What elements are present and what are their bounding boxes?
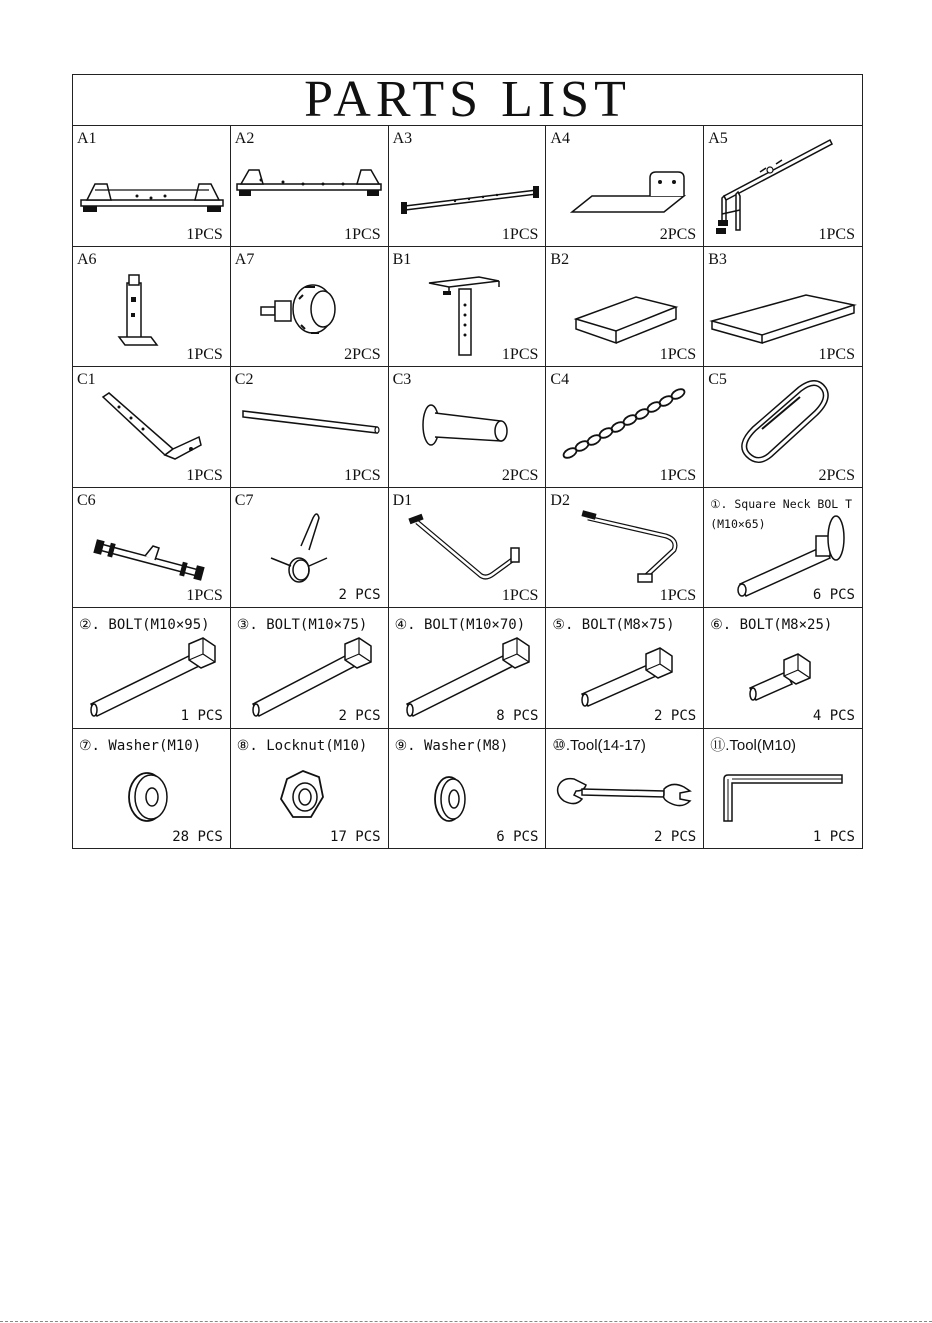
part-label: C7 bbox=[234, 491, 254, 509]
part-label: C5 bbox=[708, 371, 727, 388]
part-cell-bolt-4 bbox=[389, 608, 547, 729]
part-label: A4 bbox=[550, 130, 570, 147]
part-label: D1 bbox=[392, 491, 413, 509]
part-quantity: 2PCS bbox=[501, 466, 539, 484]
part-label: ⑥. BOLT(M8×25) bbox=[710, 617, 833, 633]
part-label: A6 bbox=[77, 250, 97, 268]
part-quantity: 1PCS bbox=[501, 346, 539, 363]
part-cell-a4 bbox=[546, 126, 704, 247]
part-label: B1 bbox=[392, 250, 412, 268]
part-cell-a3 bbox=[389, 126, 547, 247]
page-title: PARTS LIST bbox=[73, 75, 862, 126]
part-quantity: 2PCS bbox=[659, 225, 697, 243]
part-quantity: 1PCS bbox=[659, 587, 697, 604]
part-cell-a1 bbox=[73, 126, 231, 247]
part-label: A7 bbox=[234, 250, 255, 268]
part-quantity: 1 PCS bbox=[812, 829, 855, 845]
part-label: A2 bbox=[234, 130, 255, 147]
part-quantity: 1PCS bbox=[186, 346, 223, 363]
part-cell-bolt-2 bbox=[73, 608, 231, 729]
part-cell-bolt-6 bbox=[704, 608, 862, 729]
part-label: ⑦. Washer(M10) bbox=[79, 737, 202, 754]
part-quantity: 2 PCS bbox=[654, 829, 697, 845]
part-cell-a6 bbox=[73, 247, 231, 368]
part-quantity: 1PCS bbox=[186, 587, 223, 604]
part-cell-c3 bbox=[389, 367, 547, 488]
part-cell-washer-m10 bbox=[73, 729, 231, 850]
part-cell-locknut bbox=[231, 729, 389, 850]
part-label: C3 bbox=[392, 371, 412, 388]
part-label: B2 bbox=[550, 250, 570, 268]
part-cell-c5 bbox=[704, 367, 862, 488]
part-cell-bolt-3 bbox=[231, 608, 389, 729]
part-label: A3 bbox=[392, 130, 413, 147]
part-quantity: 6 PCS bbox=[812, 587, 855, 603]
part-cell-a7 bbox=[231, 247, 389, 368]
part-quantity: 1PCS bbox=[344, 225, 381, 243]
part-cell-d1 bbox=[389, 488, 547, 609]
part-cell-a2 bbox=[231, 126, 389, 247]
part-cell-wrench bbox=[546, 729, 704, 850]
part-quantity: 1PCS bbox=[501, 587, 539, 604]
part-quantity: 1PCS bbox=[659, 346, 697, 363]
part-cell-a5 bbox=[704, 126, 862, 247]
part-cell-c7 bbox=[231, 488, 389, 609]
part-quantity: 1PCS bbox=[501, 225, 539, 243]
part-cell-b3 bbox=[704, 247, 862, 368]
part-quantity: 28 PCS bbox=[172, 829, 223, 845]
part-label: C4 bbox=[550, 371, 570, 388]
part-label: ①. Square Neck BOL T (M10×65) bbox=[710, 496, 853, 531]
part-cell-c2 bbox=[231, 367, 389, 488]
part-cell-c6 bbox=[73, 488, 231, 609]
part-label: ②. BOLT(M10×95) bbox=[79, 617, 210, 633]
part-cell-washer-m8 bbox=[389, 729, 547, 850]
part-quantity: 1 PCS bbox=[180, 707, 223, 724]
part-label: ⑨. Washer(M8) bbox=[394, 737, 509, 754]
part-quantity: 2 PCS bbox=[338, 707, 381, 724]
part-label: D2 bbox=[550, 491, 570, 509]
part-quantity: 8 PCS bbox=[496, 707, 539, 724]
part-cell-b2 bbox=[546, 247, 704, 368]
part-quantity: 6 PCS bbox=[496, 829, 539, 845]
part-label: ⑤. BOLT(M8×75) bbox=[552, 617, 675, 633]
part-quantity: 1PCS bbox=[186, 225, 223, 243]
part-quantity: 1PCS bbox=[659, 466, 697, 484]
part-quantity: 1PCS bbox=[818, 225, 855, 243]
part-cell-d2 bbox=[546, 488, 704, 609]
part-label: ③. BOLT(M10×75) bbox=[236, 617, 368, 633]
part-quantity: 2 PCS bbox=[338, 587, 381, 603]
part-quantity: 1PCS bbox=[186, 466, 223, 484]
part-label: ⑪.Tool(M10) bbox=[710, 736, 797, 754]
part-label: A5 bbox=[708, 130, 728, 147]
part-cell-bolt-1 bbox=[704, 488, 862, 609]
part-quantity: 1PCS bbox=[818, 346, 855, 363]
part-label: ④. BOLT(M10×70) bbox=[394, 617, 526, 633]
part-label: C2 bbox=[234, 371, 254, 388]
part-cell-hex-key bbox=[704, 729, 862, 850]
part-quantity: 2PCS bbox=[344, 346, 381, 363]
part-label: ⑩.Tool(14-17) bbox=[552, 736, 646, 754]
parts-list-sheet bbox=[72, 71, 863, 849]
part-quantity: 17 PCS bbox=[330, 829, 381, 845]
part-label: C1 bbox=[77, 371, 96, 388]
part-quantity: 1PCS bbox=[344, 466, 381, 484]
part-cell-b1 bbox=[389, 247, 547, 368]
parts-grid bbox=[73, 126, 862, 849]
part-quantity: 2PCS bbox=[818, 466, 855, 484]
part-label: A1 bbox=[77, 130, 97, 147]
part-cell-c1 bbox=[73, 367, 231, 488]
part-quantity: 4 PCS bbox=[812, 707, 855, 724]
part-cell-bolt-5 bbox=[546, 608, 704, 729]
part-label: B3 bbox=[708, 250, 727, 268]
part-quantity: 2 PCS bbox=[654, 707, 697, 724]
part-label: ⑧. Locknut(M10) bbox=[236, 737, 368, 754]
part-label: C6 bbox=[77, 491, 96, 509]
part-cell-c4 bbox=[546, 367, 704, 488]
